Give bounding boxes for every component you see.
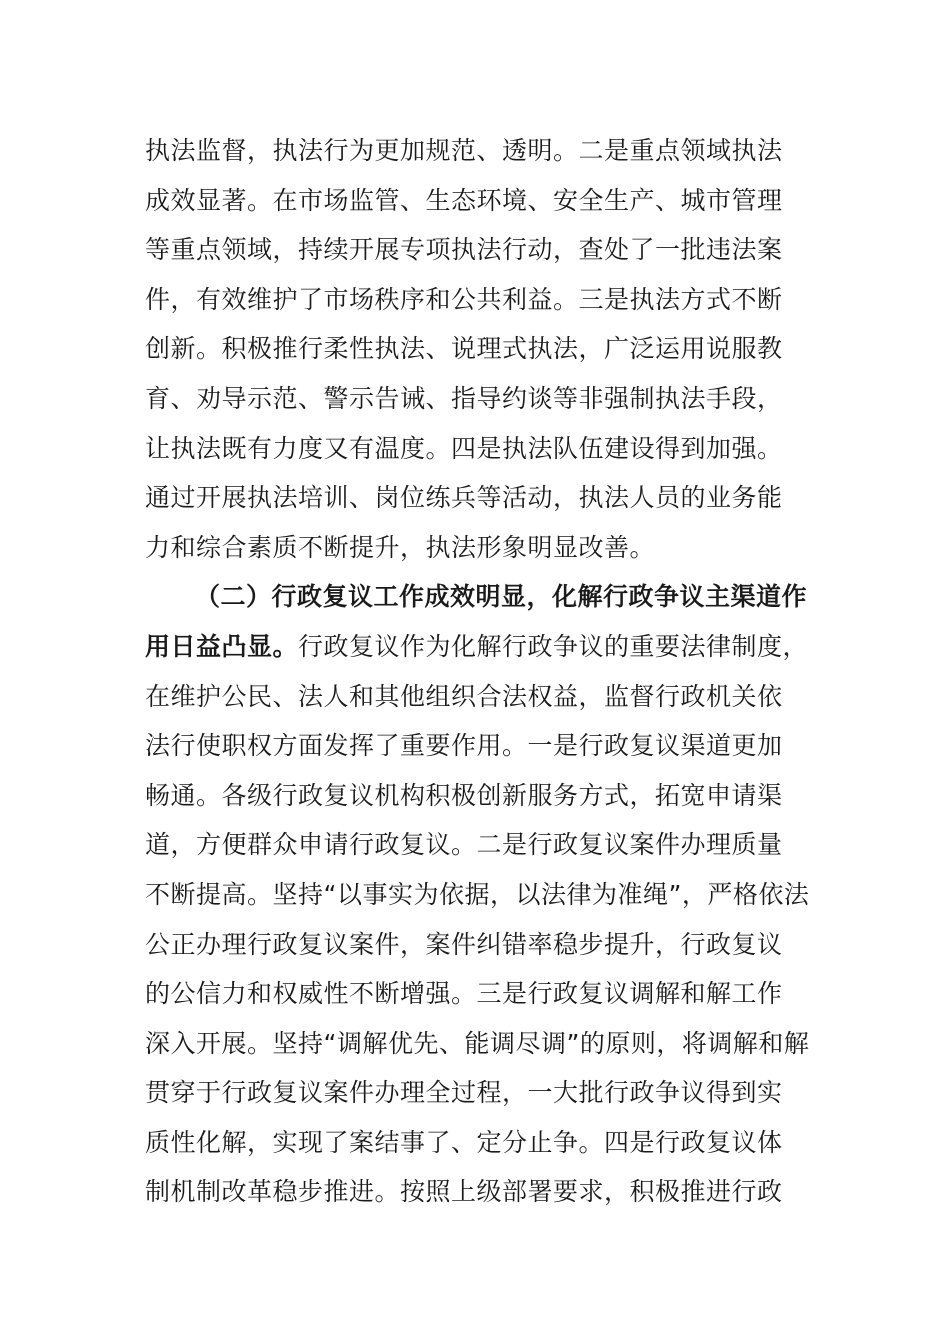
section-heading: （二）行政复议工作成效明显，化解行政争议主渠道作: [195, 582, 808, 612]
text-line: 的公信力和权威性不断增强。三是行政复议调解和解工作: [145, 979, 783, 1009]
text-line: 深入开展。坚持“调解优先、能调尽调”的原则，将调解和解: [145, 1028, 810, 1058]
text-line: 公正办理行政复议案件，案件纠错率稳步提升，行政复议: [145, 929, 783, 959]
text-line: 让执法既有力度又有温度。四是执法队伍建设得到加强。: [145, 433, 783, 463]
text-line: 法行使职权方面发挥了重要作用。一是行政复议渠道更加: [145, 731, 783, 761]
text-line: 在维护公民、法人和其他组织合法权益，监督行政机关依: [145, 681, 783, 711]
text-line: 道，方便群众申请行政复议。二是行政复议案件办理质量: [145, 830, 783, 860]
text-line: 贯穿于行政复议案件办理全过程，一大批行政争议得到实: [145, 1078, 783, 1108]
section-heading-continuation: [145, 622, 815, 672]
text-line: 制机制改革稳步推进。按照上级部署要求，积极推进行政: [145, 1177, 783, 1207]
text-line: 育、劝导示范、警示告诫、指导约谈等非强制执法手段，: [145, 383, 783, 413]
body-text: [145, 126, 815, 1217]
text-line: 创新。积极推行柔性执法、说理式执法，广泛运用说服教: [145, 334, 783, 364]
text-line: 质性化解，实现了案结事了、定分止争。四是行政复议体: [145, 1127, 783, 1157]
text-line: 等重点领域，持续开展专项执法行动，查处了一批违法案: [145, 235, 783, 265]
text-line: 力和综合素质不断提升，执法形象明显改善。: [145, 532, 656, 562]
text-line: 不断提高。坚持“以事实为依据，以法律为准绳”，严格依法: [145, 879, 810, 909]
text-line: 执法监督，执法行为更加规范、透明。二是重点领域执法: [145, 136, 783, 165]
section-heading-end: 用日益凸显。: [145, 631, 299, 661]
text-line: 件，有效维护了市场秩序和公共利益。三是执法方式不断: [145, 284, 783, 314]
text-line: 畅通。各级行政复议机构积极创新服务方式，拓宽申请渠: [145, 780, 783, 810]
paragraph-start: 行政复议作为化解行政争议的重要法律制度，: [298, 631, 809, 661]
text-line: 成效显著。在市场监管、生态环境、安全生产、城市管理: [145, 185, 783, 215]
text-line: 通过开展执法培训、岗位练兵等活动，执法人员的业务能: [145, 483, 783, 513]
